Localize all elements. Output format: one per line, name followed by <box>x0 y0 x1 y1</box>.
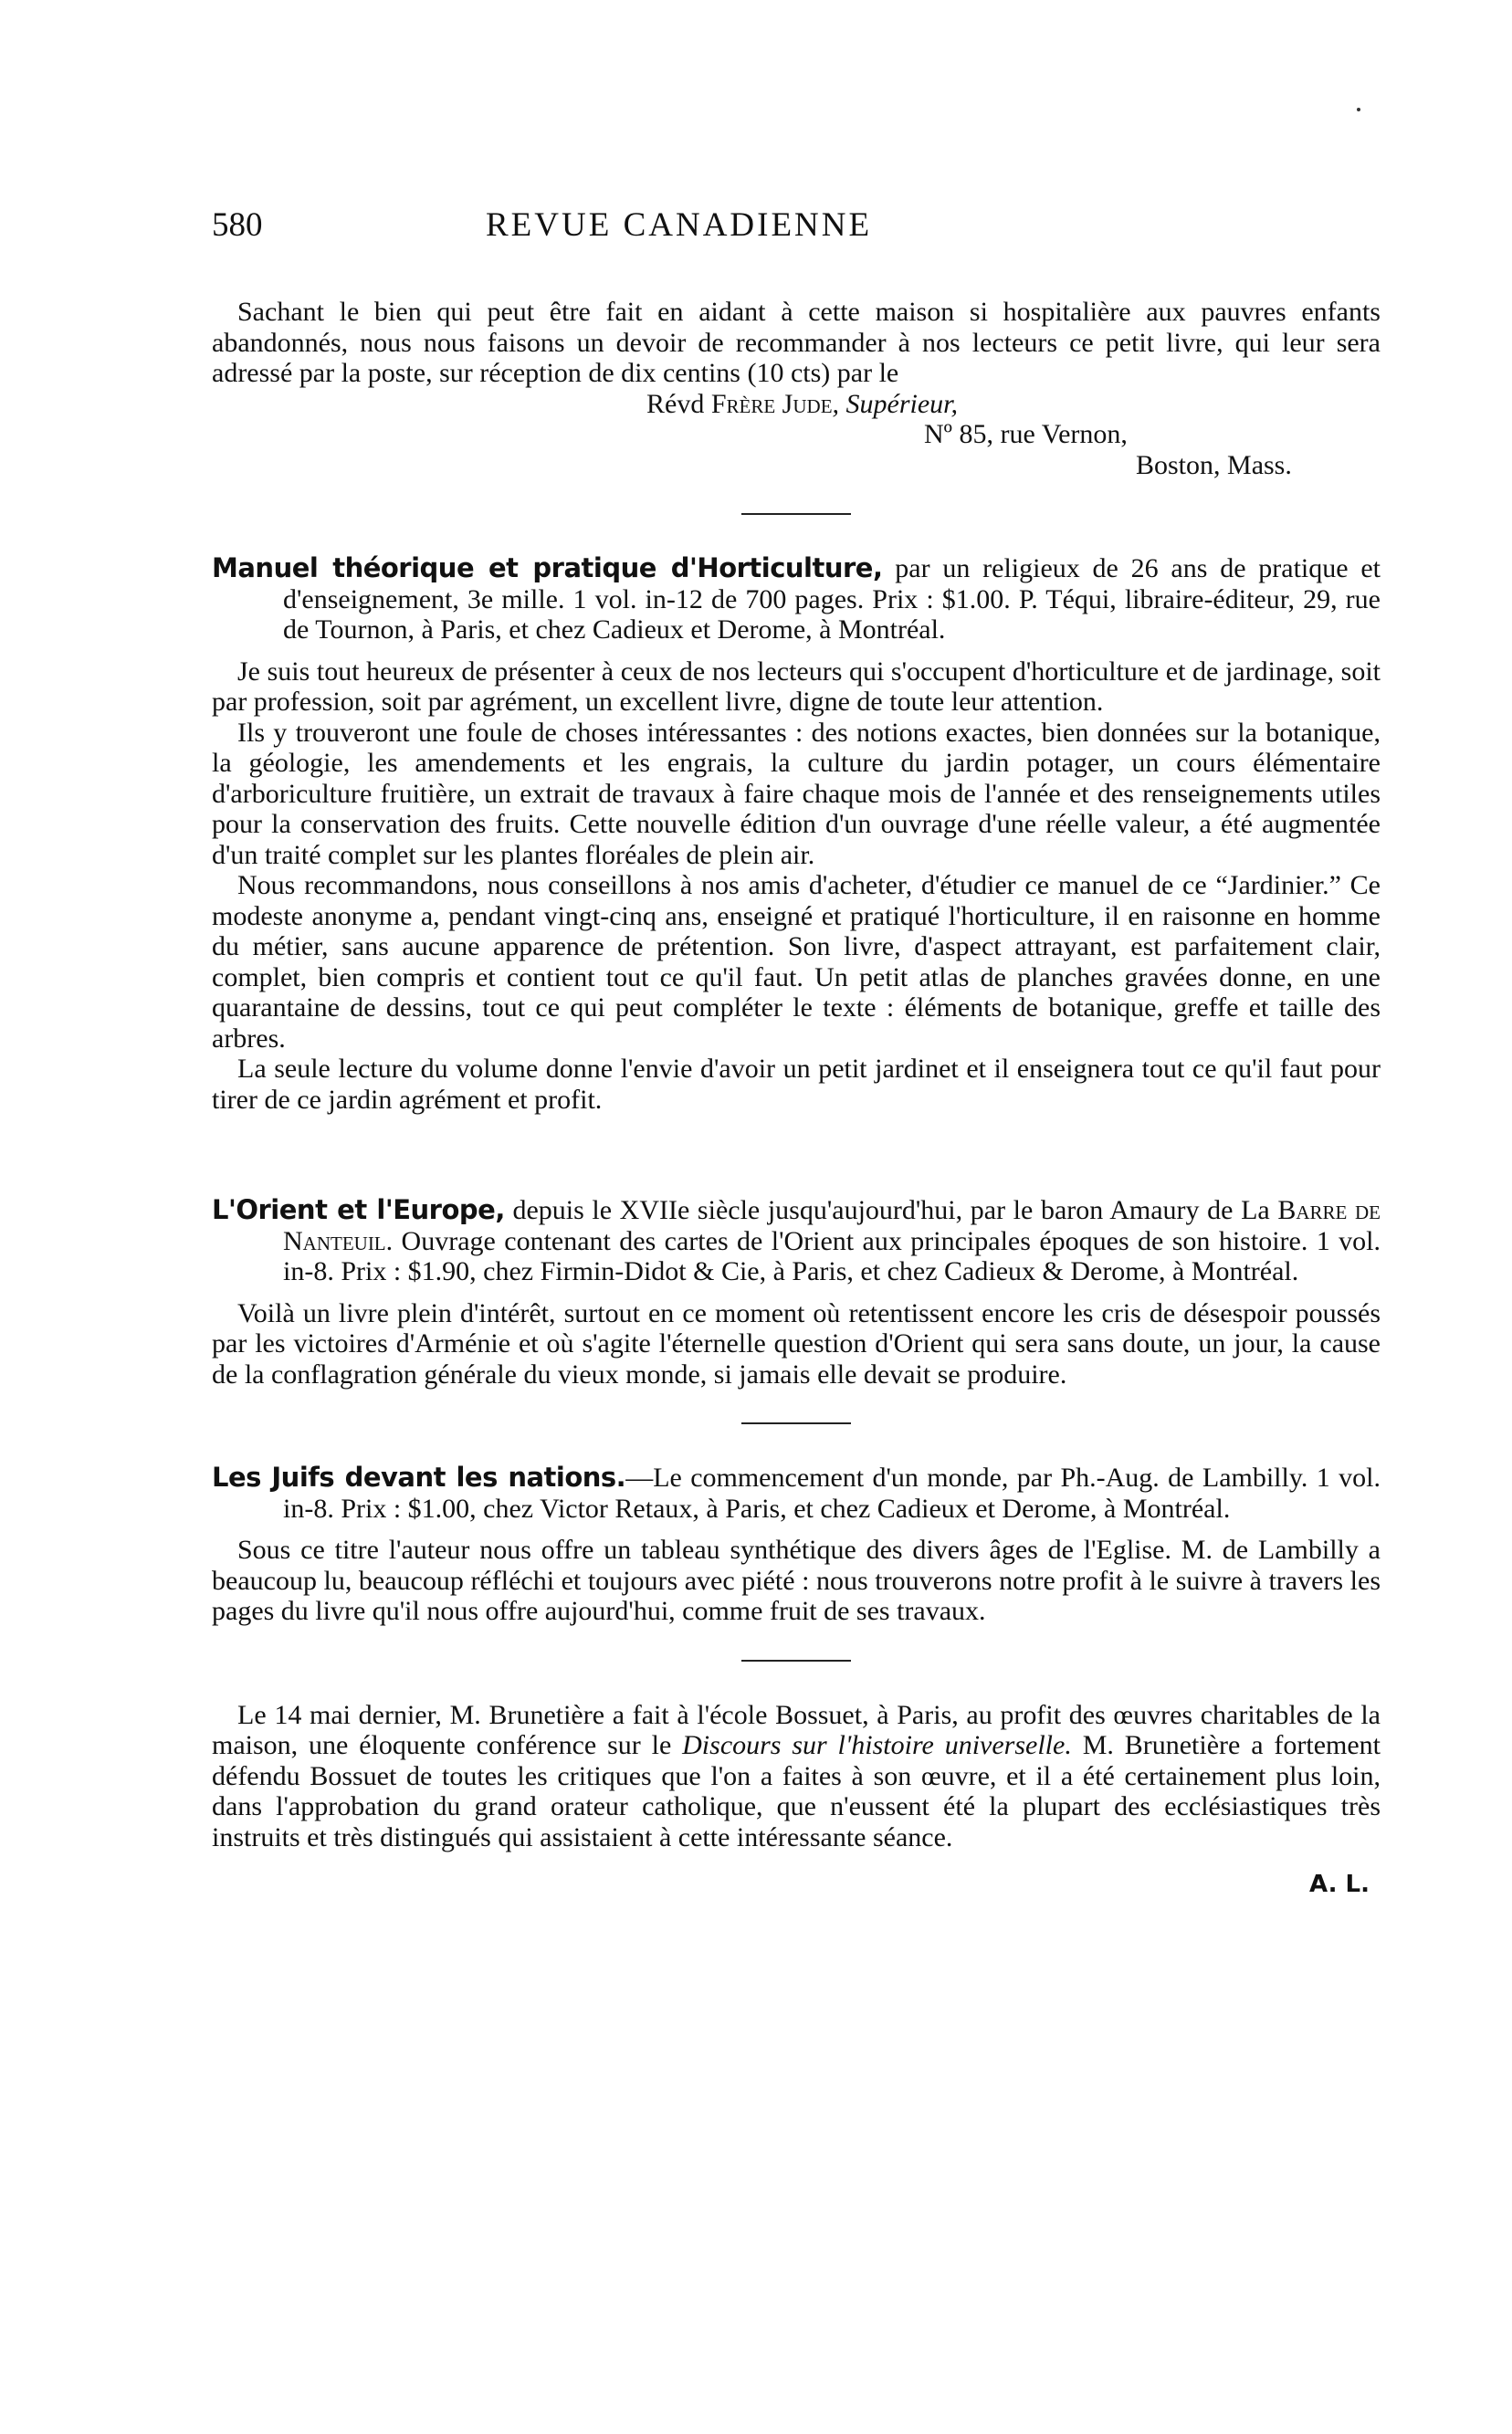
closing-section <box>212 1700 1381 1899</box>
review-orient <box>212 1195 1381 1390</box>
signature-address: Nº 85, rue Vernon, <box>924 419 1128 449</box>
entry-citation <box>212 553 1381 645</box>
entry-details-a: depuis le XVIIe siècle jusqu'aujourd'hui, par le baron Amaury de La <box>504 1195 1278 1225</box>
intro-section <box>212 297 1381 480</box>
signature-line <box>212 389 1381 420</box>
review-juifs <box>212 1463 1381 1627</box>
review-paragraph: Nous recommandons, nous conseillons à nos amis d'acheter, d'étudier ce manuel de ce “Jardinier.” Ce modeste anonyme a, pendant vingt-cinq ans, enseigné et pratiqué l'horticulture, il en raisonne en homme du métier, sans aucune apparence de prétention. Son livre, d'aspect attrayant, est parfaitement clair, complet, bien compris et contient tout ce qu'il faut. Un petit atlas de planches gravées donne, en une quarantaine de dessins, tout ce qui peut compléter le texte : éléments de botanique, greffe et taille des arbres. <box>212 870 1381 1054</box>
review-paragraph: Je suis tout heureux de présenter à ceux de nos lecteurs qui s'occupent d'horticulture et de jardinage, soit par profession, soit par agrément, un excellent livre, digne de toute leur attention. <box>212 656 1381 717</box>
signature-prefix: Révd <box>646 388 711 419</box>
closing-text-b: M. Brunetière a fortement défendu Bossuet de toutes les critiques que l'on a faites à son œuvre, et il a été certainement plus loin, dans l'approbation du grand orateur catholique, que n'eussent été la plupart des ecclésiastiques très instruits et très distingués qui assistaient à cette intéressante séance. <box>212 1730 1381 1852</box>
section-rule <box>741 1660 851 1662</box>
entry-citation <box>212 1463 1381 1524</box>
entry-title: L'Orient et l'Europe, <box>212 1194 505 1225</box>
document-page <box>212 205 1381 1898</box>
entry-details: par un religieux de 26 ans de pratique et d'enseignement, 3e mille. 1 vol. in-12 de 700 pages. Prix : $1.00. P. Téqui, libraire-éditeur, 29, rue de Tournon, à Paris, et chez Cadieux et Derome, à Montréal. <box>283 553 1381 645</box>
section-rule <box>741 1422 851 1424</box>
author-initials: A. L. <box>1309 1871 1370 1898</box>
entry-author-smallcaps: Barre de Nanteuil <box>283 1195 1381 1256</box>
page-speck <box>1357 108 1360 111</box>
entry-title: Manuel théorique et pratique d'Horticulture, <box>212 552 883 583</box>
page-number: 580 <box>212 206 263 244</box>
signature-city: Boston, Mass. <box>1136 449 1292 480</box>
entry-title: Les Juifs devant les nations. <box>212 1462 626 1493</box>
entry-details: —Le commencement d'un monde, par Ph.-Aug. de Lambilly. 1 vol. in-8. Prix : $1.00, chez Victor Retaux, à Paris, et chez Cadieux et Derome, à Montréal. <box>283 1463 1381 1524</box>
entry-citation <box>212 1195 1381 1287</box>
running-head: REVUE CANADIENNE <box>486 206 873 244</box>
section-rule <box>741 513 851 515</box>
review-paragraph: La seule lecture du volume donne l'envie d'avoir un petit jardinet et il enseignera tout ce qu'il faut pour tirer de ce jardin agrément et profit. <box>212 1054 1381 1115</box>
page-header <box>212 205 1381 260</box>
signature-block <box>212 389 1381 481</box>
entry-details-b: . Ouvrage contenant des cartes de l'Orient aux principales époques de son histoire. 1 vol. in-8. Prix : $1.90, chez Firmin-Didot & Cie, à Paris, et chez Cadieux & Derome, à Montréal. <box>283 1225 1381 1286</box>
review-paragraph: Voilà un livre plein d'intérêt, surtout en ce moment où retentissent encore les cris de désespoir poussés par les victoires d'Arménie et où s'agite l'éternelle question d'Orient qui sera sans doute, un jour, la cause de la conflagration générale du vieux monde, si jamais elle devait se produire. <box>212 1297 1381 1390</box>
closing-text-a: Le 14 mai dernier, M. Brunetière a fait à l'école Bossuet, à Paris, au profit des œuvres charitables de la maison, une éloquente conférence sur le <box>212 1699 1381 1760</box>
closing-italic-title: Discours sur l'histoire universelle. <box>682 1730 1072 1760</box>
intro-paragraph: Sachant le bien qui peut être fait en aidant à cette maison si hospitalière aux pauvres enfants abandonnés, nous nous faisons un devoir de recommander à nos lecteurs ce petit livre, qui leur sera adressé par la poste, sur réception de dix centins (10 cts) par le <box>212 297 1381 388</box>
review-paragraph: Sous ce titre l'auteur nous offre un tableau synthétique des divers âges de l'Eglise. M. de Lambilly a beaucoup lu, beaucoup réfléchi et toujours avec piété : nous trouverons notre profit à le suivre à travers les pages du livre qu'il nous offre aujourd'hui, comme fruit de ses travaux. <box>212 1535 1381 1626</box>
closing-paragraph <box>212 1700 1381 1853</box>
signature-name: Frère Jude <box>710 388 833 419</box>
review-paragraph: Ils y trouveront une foule de choses intéressantes : des notions exactes, bien données sur la botanique, la géologie, les amendements et les engrais, la culture du jardin potager, un cours élémentaire d'arboriculture fruitière, un extrait de travaux à faire chaque mois de l'année et des renseignements utiles pour la conservation des fruits. Cette nouvelle édition d'un ouvrage d'une réelle valeur, a été augmentée d'un traité complet sur les plantes floréales de plein air. <box>212 717 1381 870</box>
signature-role: , Supérieur, <box>832 388 959 419</box>
review-horticulture <box>212 553 1381 1115</box>
